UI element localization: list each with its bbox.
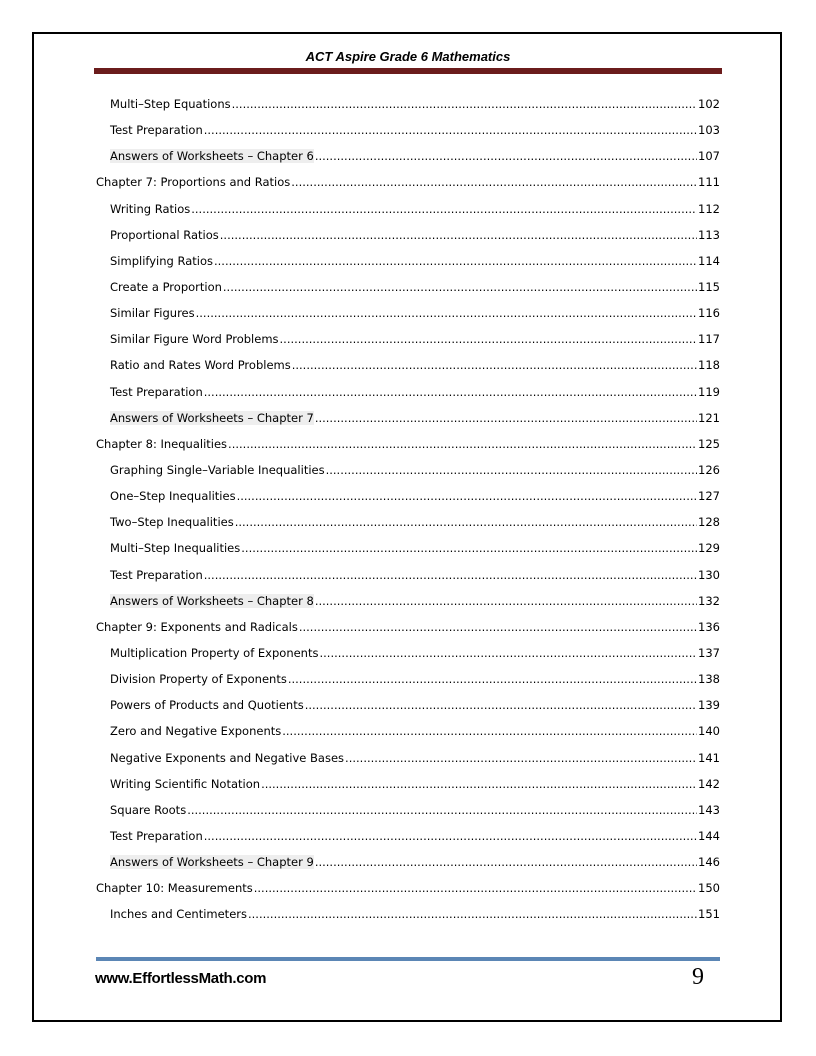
toc-entry-label: Answers of Worksheets – Chapter 7	[110, 410, 314, 425]
toc-dot-leader	[315, 149, 697, 163]
toc-entry-page: 129	[698, 541, 720, 556]
toc-entry-page: 112	[698, 201, 720, 216]
toc-entry-label: Test Preparation	[110, 567, 203, 582]
toc-section-entry[interactable]	[96, 692, 720, 718]
toc-dot-leader	[232, 97, 697, 111]
toc-dot-leader	[291, 175, 697, 189]
toc-entry-page: 136	[698, 619, 720, 634]
toc-entry-label: Answers of Worksheets – Chapter 9	[110, 855, 314, 870]
toc-entry-label: Multi–Step Inequalities	[110, 541, 241, 556]
toc-entry-label: Test Preparation	[110, 384, 203, 399]
toc-dot-leader	[204, 829, 697, 843]
toc-entry-label: Zero and Negative Exponents	[110, 724, 282, 739]
toc-chapter-entry[interactable]	[96, 614, 720, 640]
toc-entry-page: 141	[698, 750, 720, 765]
toc-entry-label: Multiplication Property of Exponents	[110, 646, 319, 661]
toc-entry-label: Test Preparation	[110, 123, 203, 138]
toc-section-entry[interactable]	[96, 588, 720, 614]
toc-section-entry[interactable]	[96, 823, 720, 849]
table-of-contents	[96, 91, 720, 928]
toc-dot-leader	[196, 306, 697, 320]
toc-entry-page: 150	[698, 881, 720, 896]
toc-entry-label: Negative Exponents and Negative Bases	[110, 750, 345, 765]
toc-dot-leader	[254, 881, 697, 895]
toc-section-entry[interactable]	[96, 562, 720, 588]
toc-dot-leader	[204, 123, 697, 137]
toc-entry-page: 125	[698, 436, 720, 451]
toc-entry-label: Proportional Ratios	[110, 227, 219, 242]
toc-dot-leader	[237, 489, 697, 503]
toc-section-entry[interactable]	[96, 483, 720, 509]
toc-section-entry[interactable]	[96, 352, 720, 378]
toc-section-entry[interactable]	[96, 901, 720, 927]
toc-entry-page: 151	[698, 907, 720, 922]
toc-entry-label: Chapter 10: Measurements	[96, 881, 253, 896]
footer-rule	[96, 957, 720, 961]
toc-dot-leader	[241, 541, 697, 555]
toc-entry-label: Test Preparation	[110, 829, 203, 843]
toc-entry-page: 140	[698, 724, 720, 739]
running-header-title: ACT Aspire Grade 6 Mathematics	[305, 49, 511, 64]
toc-chapter-entry[interactable]	[96, 431, 720, 457]
toc-entry-label: Answers of Worksheets – Chapter 8	[110, 593, 314, 608]
toc-entry-page: 113	[698, 227, 720, 242]
toc-section-entry[interactable]	[96, 509, 720, 535]
toc-section-entry[interactable]	[96, 745, 720, 771]
toc-dot-leader	[315, 411, 697, 425]
toc-entry-page: 143	[698, 802, 720, 817]
toc-dot-leader	[345, 751, 697, 765]
toc-entry-label: Chapter 7: Proportions and Ratios	[96, 175, 291, 190]
toc-entry-page: 126	[698, 463, 720, 478]
toc-dot-leader	[214, 254, 697, 268]
footer-website[interactable]: www.EffortlessMath.com	[95, 970, 267, 987]
toc-section-entry[interactable]	[96, 300, 720, 326]
toc-entry-page: 119	[698, 384, 720, 399]
toc-section-entry[interactable]	[96, 771, 720, 797]
toc-section-entry[interactable]	[96, 222, 720, 248]
toc-entry-page: 114	[698, 253, 720, 268]
toc-section-entry[interactable]	[96, 379, 720, 405]
toc-section-entry[interactable]	[96, 143, 720, 169]
toc-entry-page: 102	[698, 97, 720, 112]
toc-dot-leader	[261, 777, 697, 791]
toc-entry-page: 117	[698, 332, 720, 347]
toc-entry-page: 138	[698, 672, 720, 687]
toc-entry-label: Two–Step Inequalities	[110, 515, 234, 530]
toc-dot-leader	[220, 228, 697, 242]
toc-entry-page: 130	[698, 567, 720, 582]
toc-dot-leader	[204, 568, 697, 582]
toc-section-entry[interactable]	[96, 248, 720, 274]
toc-dot-leader	[288, 672, 697, 686]
toc-section-entry[interactable]	[96, 640, 720, 666]
toc-entry-page: 132	[698, 593, 720, 608]
toc-dot-leader	[191, 202, 697, 216]
toc-section-entry[interactable]	[96, 666, 720, 692]
toc-dot-leader	[292, 358, 697, 372]
toc-entry-label: Graphing Single–Variable Inequalities	[110, 463, 325, 478]
toc-dot-leader	[228, 437, 697, 451]
toc-entry-page: 111	[698, 175, 720, 190]
toc-entry-label: Similar Figures	[110, 306, 195, 321]
toc-entry-label: Chapter 9: Exponents and Radicals	[96, 619, 298, 634]
toc-dot-leader	[305, 698, 697, 712]
header-rule	[94, 68, 722, 74]
toc-dot-leader	[223, 280, 697, 294]
toc-entry-label: Writing Ratios	[110, 201, 191, 216]
toc-entry-page: 128	[698, 515, 720, 530]
toc-dot-leader	[280, 332, 698, 346]
toc-entry-label: Division Property of Exponents	[110, 672, 287, 687]
toc-section-entry[interactable]	[96, 849, 720, 875]
toc-chapter-entry[interactable]	[96, 875, 720, 901]
toc-entry-page: 115	[698, 280, 720, 295]
toc-entry-page: 121	[698, 410, 720, 425]
toc-dot-leader	[248, 907, 697, 921]
toc-entry-label: Square Roots	[110, 802, 187, 817]
page-number: 9	[692, 964, 704, 990]
toc-section-entry[interactable]	[96, 117, 720, 143]
toc-dot-leader	[204, 385, 697, 399]
toc-section-entry[interactable]	[96, 457, 720, 483]
toc-entry-page: 107	[698, 149, 720, 164]
toc-section-entry[interactable]	[96, 405, 720, 431]
toc-entry-page: 144	[698, 829, 720, 843]
toc-dot-leader	[299, 620, 697, 634]
toc-entry-page: 146	[698, 855, 720, 870]
toc-chapter-entry[interactable]	[96, 169, 720, 195]
toc-entry-label: Similar Figure Word Problems	[110, 332, 279, 347]
toc-section-entry[interactable]	[96, 718, 720, 744]
toc-entry-page: 116	[698, 306, 720, 321]
toc-entry-page: 127	[698, 489, 720, 504]
toc-section-entry[interactable]	[96, 535, 720, 561]
toc-section-entry[interactable]	[96, 326, 720, 352]
toc-entry-label: Ratio and Rates Word Problems	[110, 358, 291, 373]
toc-dot-leader	[187, 803, 697, 817]
toc-section-entry[interactable]	[96, 797, 720, 823]
toc-entry-label: Chapter 8: Inequalities	[96, 436, 228, 451]
toc-entry-page: 118	[698, 358, 720, 373]
toc-entry-label: Powers of Products and Quotients	[110, 698, 304, 713]
toc-entry-label: Answers of Worksheets – Chapter 6	[110, 149, 314, 164]
toc-dot-leader	[282, 724, 697, 738]
toc-entry-page: 103	[698, 123, 720, 138]
toc-dot-leader	[315, 855, 697, 869]
toc-entry-label: Multi–Step Equations	[110, 97, 231, 112]
toc-entry-page: 139	[698, 698, 720, 713]
toc-section-entry[interactable]	[96, 91, 720, 117]
toc-section-entry[interactable]	[96, 196, 720, 222]
toc-entry-label: Create a Proportion	[110, 280, 222, 295]
toc-dot-leader	[235, 515, 697, 529]
toc-dot-leader	[326, 463, 697, 477]
toc-entry-label: Simplifying Ratios	[110, 253, 213, 268]
toc-section-entry[interactable]	[96, 274, 720, 300]
toc-dot-leader	[315, 594, 697, 608]
toc-dot-leader	[319, 646, 697, 660]
toc-entry-label: Writing Scientific Notation	[110, 776, 261, 791]
toc-entry-page: 142	[698, 776, 720, 791]
toc-entry-label: Inches and Centimeters	[110, 907, 247, 922]
toc-entry-page: 137	[698, 646, 720, 661]
toc-entry-label: One–Step Inequalities	[110, 489, 236, 504]
